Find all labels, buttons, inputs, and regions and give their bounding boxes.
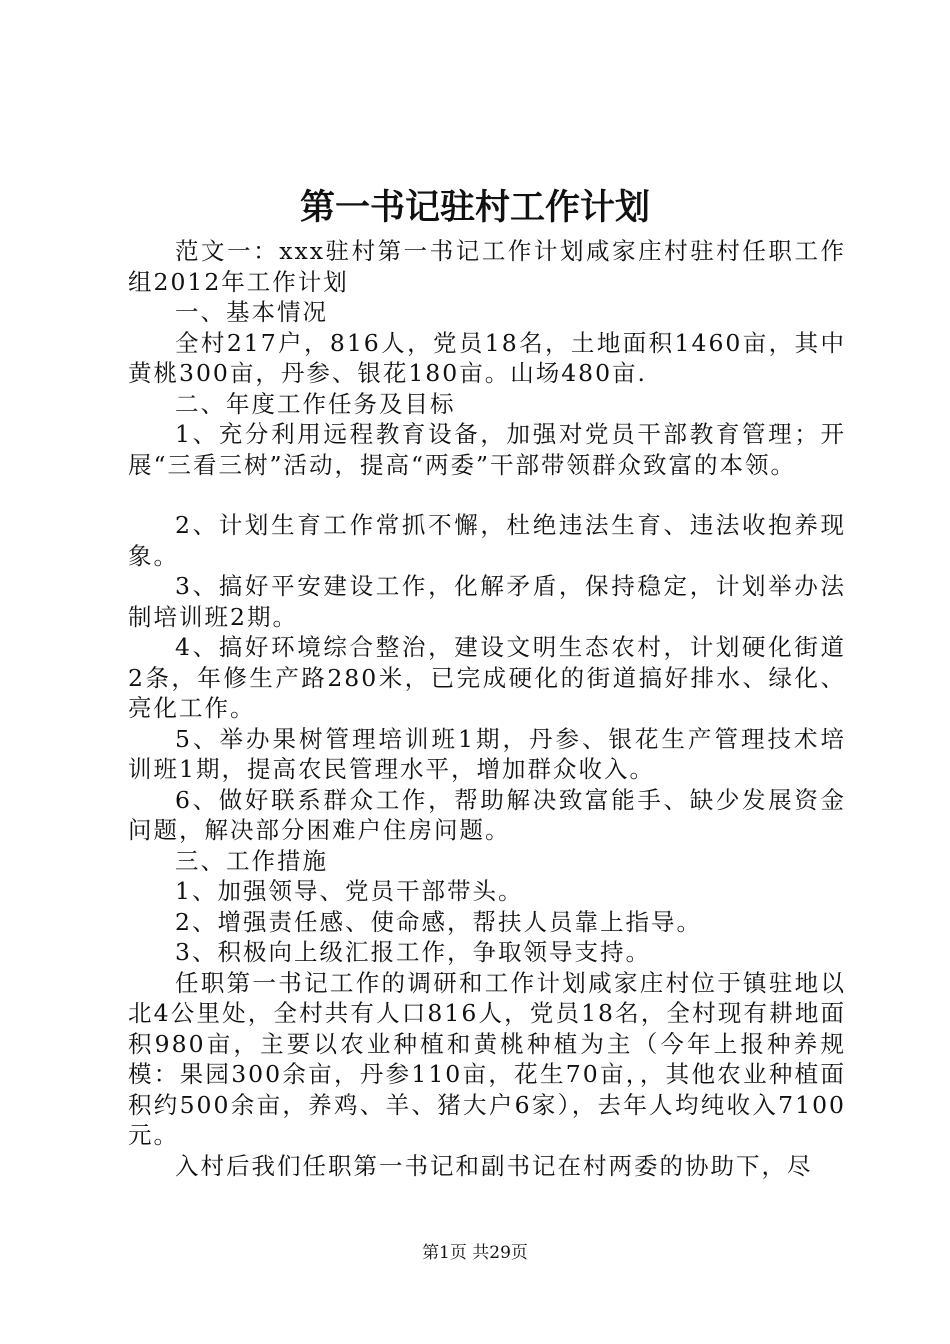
paragraph-measure-1: 1、加强领导、党员干部带头。 (175, 877, 524, 905)
paragraph-after-entering: 入村后我们任职第一书记和副书记在村两委的协助下，尽 (175, 1151, 813, 1180)
heading-work-measures: 三、工作措施 (175, 846, 328, 875)
page-number-footer: 第1页 共29页 (422, 1243, 528, 1263)
paragraph-intro: 范文一：xxx驻村第一书记工作计划咸家庄村驻村任职工作组2012年工作计划 (128, 237, 846, 296)
paragraph-measure-2: 2、增强责任感、使命感，帮扶人员靠上指导。 (175, 907, 702, 936)
paragraph-task-1: 1、充分利用远程教育设备，加强对党员干部教育管理；开展“三看三树”活动，提高“两委”干部带领群众致富的本领。 (128, 420, 846, 479)
paragraph-task-6: 6、做好联系群众工作，帮助解决致富能手、缺少发展资金问题，解决部分困难户住房问题。 (128, 785, 846, 844)
blank-line (128, 480, 846, 510)
paragraph-village-stats: 全村217户，816人，党员18名，土地面积1460亩，其中黄桃300亩，丹参、银花180亩。山场480亩. (128, 328, 846, 387)
heading-annual-tasks: 二、年度工作任务及目标 (175, 389, 456, 418)
paragraph-research: 任职第一书记工作的调研和工作计划咸家庄村位于镇驻地以北4公里处，全村共有人口816人，党员18名，全村现有耕地面积980亩，主要以农业种植和黄桃种植为主（今年上报种养规模：果园300余亩，丹参110亩，花生70亩，，其他农业种植面积约500余亩，养鸡、羊、猪大户6家），去年人均纯收入7100元。 (128, 968, 846, 1149)
document-title: 第一书记驻村工作计划 (299, 187, 650, 228)
document-body (128, 236, 846, 1181)
paragraph-task-2: 2、计划生育工作常抓不懈，杜绝违法生育、违法收抱养现象。 (128, 511, 846, 570)
paragraph-task-3: 3、搞好平安建设工作，化解矛盾，保持稳定，计划举办法制培训班2期。 (128, 572, 846, 631)
paragraph-task-4: 4、搞好环境综合整治，建设文明生态农村，计划硬化街道2条，年修生产路280米，已完成硬化的街道搞好排水、绿化、亮化工作。 (128, 633, 846, 722)
heading-basic-situation: 一、基本情况 (175, 298, 328, 326)
paragraph-task-5: 5、举办果树管理培训班1期，丹参、银花生产管理技术培训班1期，提高农民管理水平，增加群众收入。 (128, 724, 846, 783)
paragraph-measure-3: 3、积极向上级汇报工作，争取领导支持。 (175, 938, 651, 966)
